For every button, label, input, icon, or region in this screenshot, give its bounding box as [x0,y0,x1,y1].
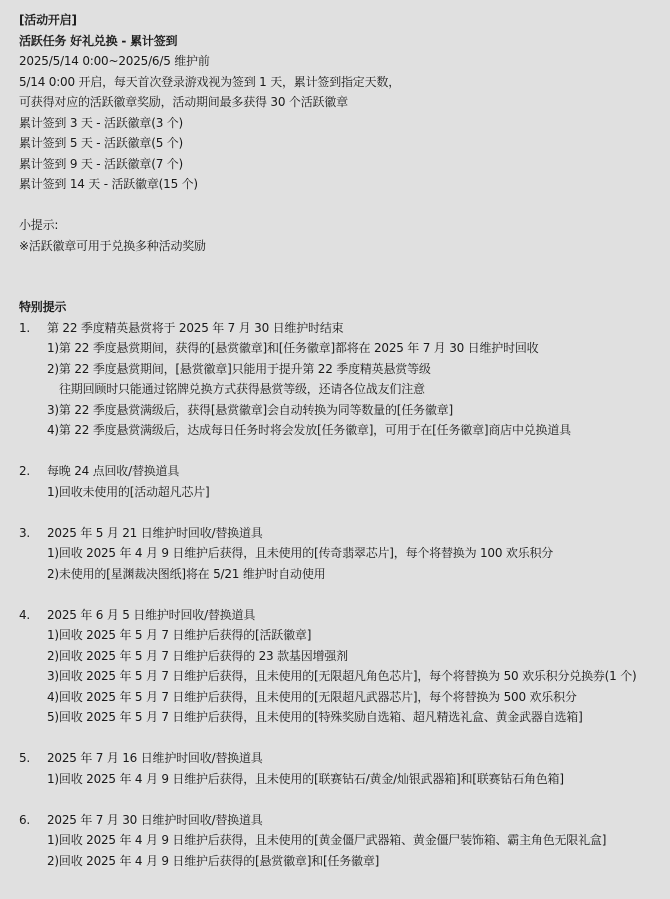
section-heading-text: 2025 年 6 月 5 日维护时回收/替换道具 [47,607,256,622]
section-item-continuation: 往期回顾时只能通过铭牌兑换方式获得悬赏等级，还请各位战友们注意 [59,382,425,396]
section-heading-text: 每晚 24 点回收/替换道具 [47,464,180,478]
event-subtitle: 活跃任务 好礼兑换 - 累计签到 [19,33,178,48]
section-number: 2. [19,464,31,478]
section-item: 2)回收 2025 年 4 月 9 日维护后获得的[悬赏徽章]和[任务徽章] [47,853,380,868]
section-item: 1)第 22 季度悬赏期间，获得的[悬赏徽章]和[任务徽章]都将在 2025 年 7 月 30 日维护时回收 [47,341,539,355]
section-item: 2)第 22 季度悬赏期间，[悬赏徽章]只能用于提升第 22 季度精英悬赏等级 [47,361,431,376]
section-number: 5. [19,751,31,765]
section-heading [19,810,670,831]
section-item: 2)回收 2025 年 5 月 7 日维护后获得的 23 款基因增强剂 [47,648,348,663]
notice-title: 特别提示 [19,300,67,314]
section-heading [19,605,670,626]
section-heading [19,318,670,339]
section-item: 5)回收 2025 年 5 月 7 日维护后获得，且未使用的[特殊奖励自选箱、超凡精选礼盒、黄金武器自选箱] [47,710,583,724]
section-item: 1)回收 2025 年 5 月 7 日维护后获得的[活跃徽章] [47,628,312,642]
section-item: 1)回收 2025 年 4 月 9 日维护后获得，且未使用的[传奇翡翠芯片]，每个将替换为 100 欢乐积分 [47,546,554,560]
section-item: 2)未使用的[星渊裁决图纸]将在 5/21 维护时自动使用 [47,566,326,581]
event-header: [活动开启] [19,13,77,27]
section-item: 4)回收 2025 年 5 月 7 日维护后获得，且未使用的[无限超凡武器芯片]，每个将替换为 500 欢乐积分 [47,689,577,704]
tip-title: 小提示: [19,218,59,232]
section-heading-text: 2025 年 5 月 21 日维护时回收/替换道具 [47,525,263,540]
section-heading-text: 2025 年 7 月 30 日维护时回收/替换道具 [47,812,263,827]
section-item: 1)回收未使用的[活动超凡芯片] [47,484,210,499]
section-item: 1)回收 2025 年 4 月 9 日维护后获得，且未使用的[联赛钻石/黄金/灿银武器箱]和[联赛钻石角色箱] [47,771,564,786]
reward-line: 累计签到 9 天 - 活跃徽章(7 个) [19,156,184,171]
section-item: 3)回收 2025 年 5 月 7 日维护后获得，且未使用的[无限超凡角色芯片]，每个将替换为 50 欢乐积分兑换券(1 个) [47,669,637,683]
section-heading [19,748,670,769]
section-number: 3. [19,525,31,540]
section-heading-text: 2025 年 7 月 16 日维护时回收/替换道具 [47,751,263,765]
section-heading-text: 第 22 季度精英悬赏将于 2025 年 7 月 30 日维护时结束 [47,320,344,335]
event-period: 2025/5/14 0:00~2025/6/5 维护前 [19,54,210,68]
tip-text: ※活跃徽章可用于兑换多种活动奖励 [19,238,206,253]
reward-line: 累计签到 5 天 - 活跃徽章(5 个) [19,136,184,150]
section-item: 4)第 22 季度悬赏满级后，达成每日任务时将会发放[任务徽章]，可用于在[任务徽章]商店中兑换道具 [47,423,571,437]
section-number: 4. [19,607,31,622]
section-heading [19,523,670,544]
section-number: 6. [19,812,31,827]
event-desc-line-1: 5/14 0:00 开启，每天首次登录游戏视为签到 1 天，累计签到指定天数， [19,74,400,89]
section-number: 1. [19,320,31,335]
reward-line: 累计签到 3 天 - 活跃徽章(3 个) [19,115,184,130]
section-heading [19,461,670,482]
reward-line: 累计签到 14 天 - 活跃徽章(15 个) [19,177,198,191]
section-item: 3)第 22 季度悬赏满级后，获得[悬赏徽章]会自动转换为同等数量的[任务徽章] [47,402,453,417]
section-item: 1)回收 2025 年 4 月 9 日维护后获得，且未使用的[黄金僵尸武器箱、黄金僵尸装饰箱、霸主角色无限礼盒] [47,833,607,847]
event-desc-line-2: 可获得对应的活跃徽章奖励，活动期间最多获得 30 个活跃徽章 [19,95,348,109]
